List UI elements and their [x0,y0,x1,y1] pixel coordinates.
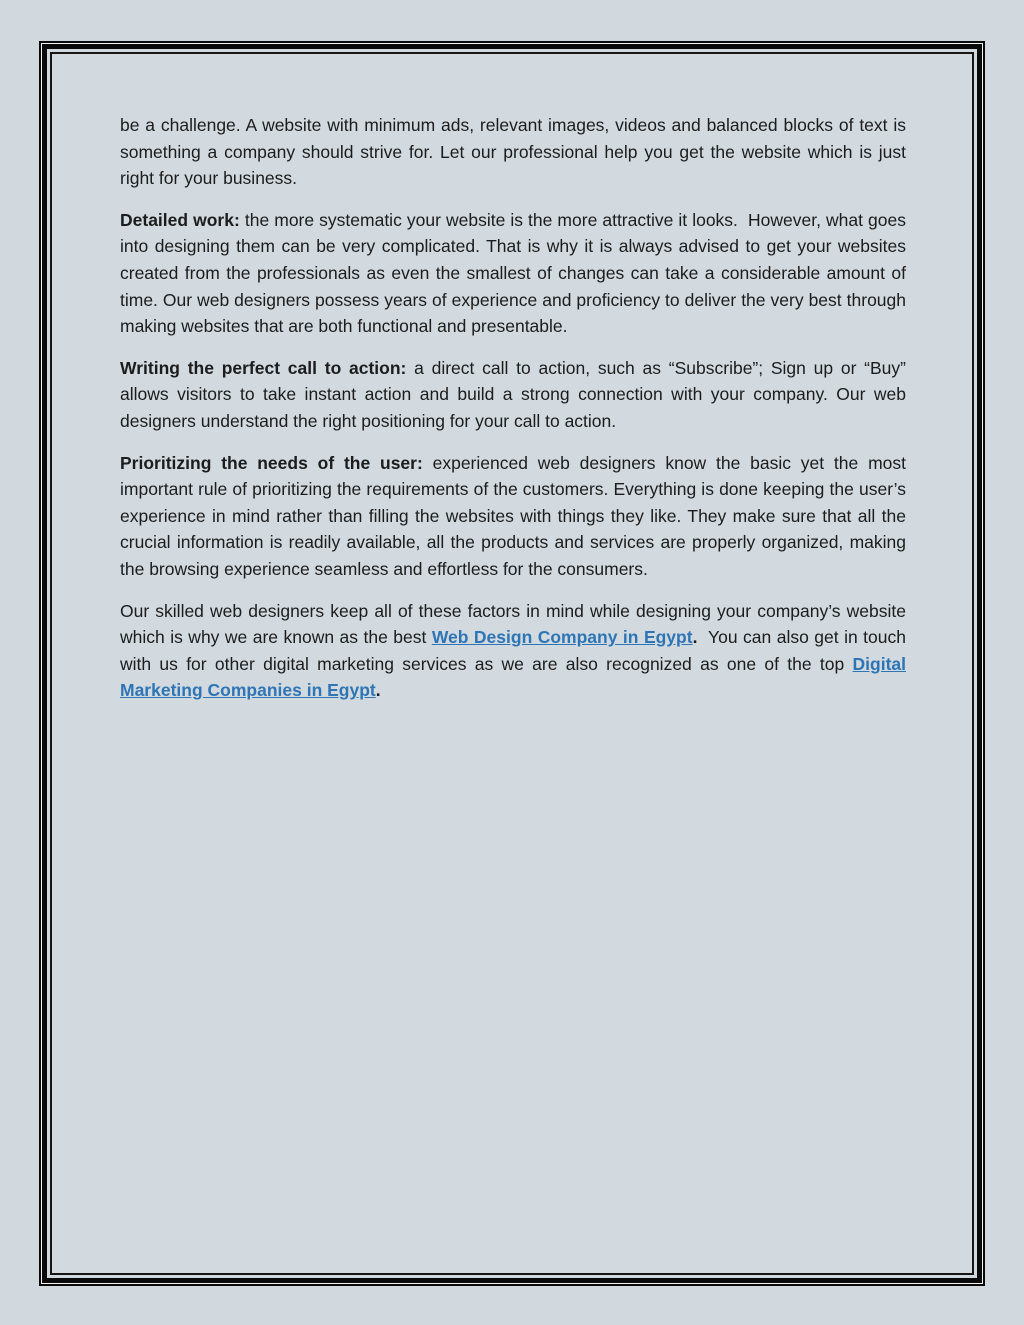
paragraph-1 [120,112,906,192]
page-border-outer-line [39,41,985,1286]
digital-marketing-companies-in-egypt-link[interactable]: Digital Marketing Companies in Egypt [120,653,906,701]
bold-text-run: . [692,627,698,648]
page-border-thick-band [42,44,982,1283]
paragraph-4 [120,450,906,583]
paragraph-5 [120,598,906,704]
paragraph-2 [120,207,906,340]
page-border-white-line [41,43,983,1284]
text-run: be a challenge. A website with minimum ads, relevant images, videos and balanced blocks of text is something a company should strive for. Let our professional help you get the website which is just right for your business. [120,115,906,189]
text-run: Our skilled web designers keep all of these factors in mind while designing your company’s website which is why we are known as the best [120,600,906,648]
bold-text-run: Detailed work: [120,209,240,230]
bold-text-run: . [375,680,381,701]
web-design-company-in-egypt-link[interactable]: Web Design Company in Egypt [431,627,693,648]
text-run: You can also get in touch with us for other digital marketing services as we are also recognized as one of the top [120,627,906,674]
page-border-inner-line [50,52,974,1275]
text-run: a direct call to action, such as “Subscribe”; Sign up or “Buy” allows visitors to take instant action and build a strong connection with your company. Our web designers understand the right positioning for your call to action. [120,357,906,431]
paragraph-3 [120,355,906,435]
bold-text-run: Prioritizing the needs of the user: [120,452,423,473]
text-run: the more systematic your website is the more attractive it looks. However, what goes into designing them can be very complicated. That is why it is always advised to get your websites created from the professionals as even the smallest of changes can take a considerable amount of time. Our web designers possess years of experience and proficiency to deliver the very best through making websites that are both functional and presentable. [120,209,906,337]
text-run: experienced web designers know the basic yet the most important rule of prioritizing the requirements of the customers. Everything is done keeping the user’s experience in mind rather than filling the websites with things they like. They make sure that all the crucial information is readily available, all the products and services are properly organized, making the browsing experience seamless and effortless for the consumers. [120,452,906,579]
bold-text-run: Writing the perfect call to action: [120,357,407,378]
page-border-gap [47,49,977,1278]
document-content [52,54,972,704]
